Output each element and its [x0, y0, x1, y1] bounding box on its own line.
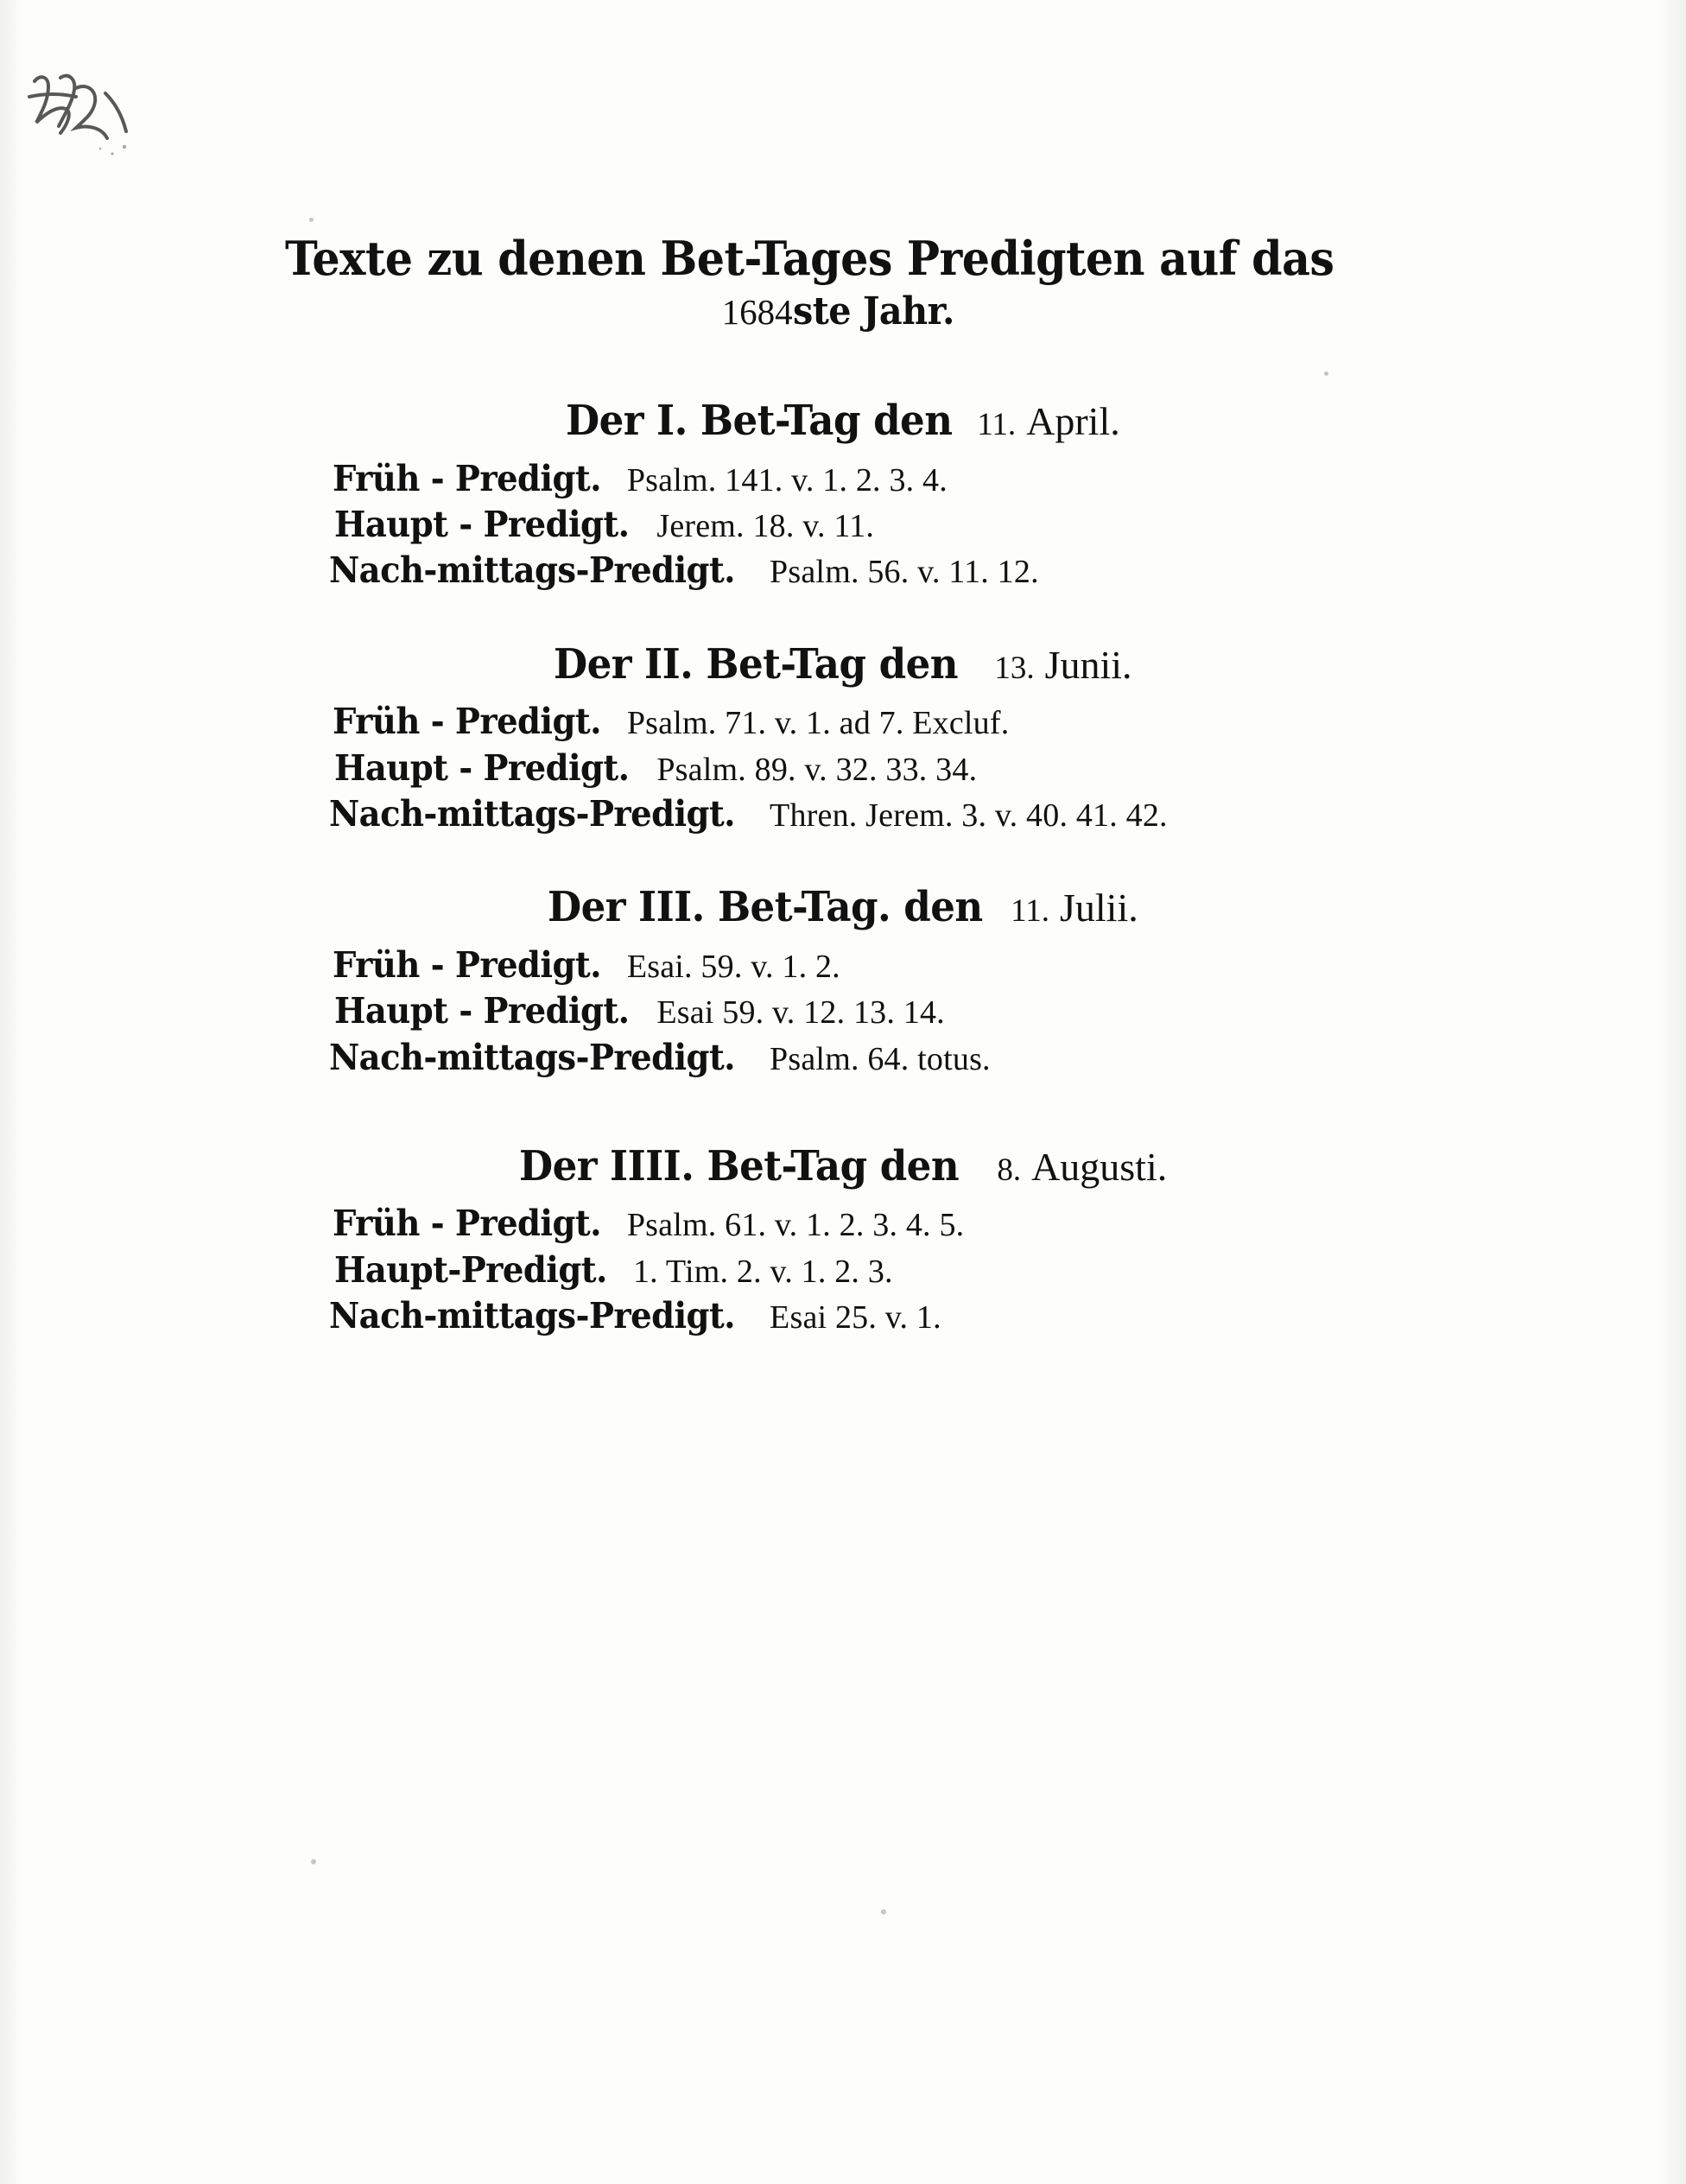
sermon-reference: Psalm. 64. totus. — [770, 1040, 991, 1077]
sermon-label: Haupt - Predigt. — [334, 746, 630, 789]
scan-speck — [311, 1859, 316, 1864]
list-item — [329, 791, 1539, 837]
section-heading — [147, 1141, 1539, 1190]
sermon-reference: Thren. Jerem. 3. v. 40. 41. 42. — [770, 797, 1168, 834]
section-heading-month: Augusti. — [1031, 1144, 1168, 1189]
section-heading-month: Julii. — [1059, 886, 1138, 930]
section-heading-prefix: Der II. Bet-Tag den — [554, 639, 959, 689]
sermon-list — [147, 943, 1539, 1081]
list-item — [333, 699, 1539, 745]
prayer-day-section — [147, 883, 1539, 1081]
section-heading-prefix: Der III. Bet-Tag. den — [548, 883, 983, 932]
list-item — [329, 1293, 1539, 1339]
sermon-label: Nach-mittags-Predigt. — [329, 1036, 736, 1078]
section-heading-day: 13. — [994, 650, 1035, 686]
sermon-reference: Psalm. 89. v. 32. 33. 34. — [656, 751, 978, 788]
section-heading-day: 8. — [997, 1152, 1022, 1188]
section-heading-month: Junii. — [1044, 642, 1132, 687]
sermon-list — [147, 456, 1539, 594]
sermon-reference: Psalm. 71. v. 1. ad 7. Excluf. — [626, 705, 1010, 742]
list-item — [329, 1035, 1539, 1081]
section-heading — [147, 883, 1539, 932]
title-block — [147, 231, 1539, 334]
page-subtitle-suffix: ste Jahr. — [792, 289, 954, 334]
list-item — [334, 502, 1539, 548]
sermon-list — [147, 1201, 1539, 1339]
scan-speck — [881, 1909, 886, 1914]
sermon-reference: Esai 59. v. 12. 13. 14. — [656, 994, 945, 1032]
list-item — [333, 456, 1539, 502]
page-title — [147, 231, 1539, 286]
sermon-label: Haupt-Predigt. — [334, 1248, 607, 1291]
sermon-label: Haupt - Predigt. — [334, 504, 630, 546]
sermon-label: Nach-mittags-Predigt. — [329, 793, 736, 835]
list-item — [333, 943, 1539, 988]
list-item — [329, 548, 1539, 594]
sermon-label: Haupt - Predigt. — [334, 990, 630, 1032]
prayer-day-section — [147, 399, 1539, 594]
list-item — [334, 1248, 1539, 1293]
sermon-reference: 1. Tim. 2. v. 1. 2. 3. — [632, 1253, 893, 1290]
sermon-label: Früh - Predigt. — [333, 943, 601, 986]
sermon-reference: Esai. 59. v. 1. 2. — [626, 948, 840, 985]
section-heading-prefix: Der I. Bet-Tag den — [566, 397, 953, 446]
page-title-text: Texte zu denen Bet-Tages Predigten auf das — [285, 231, 1334, 286]
prayer-day-section — [147, 1141, 1539, 1340]
section-heading-month: April. — [1026, 399, 1120, 444]
sermon-label: Früh - Predigt. — [333, 1203, 601, 1245]
sermon-label: Früh - Predigt. — [333, 701, 601, 743]
sermon-label: Früh - Predigt. — [333, 457, 601, 499]
sermon-reference: Psalm. 61. v. 1. 2. 3. 4. 5. — [626, 1207, 965, 1244]
section-heading-day: 11. — [1011, 893, 1049, 930]
list-item — [334, 988, 1539, 1034]
section-heading-prefix: Der IIII. Bet-Tag den — [518, 1141, 959, 1190]
sermon-reference: Esai 25. v. 1. — [770, 1299, 941, 1336]
sermon-list — [147, 699, 1539, 837]
sermon-reference: Psalm. 56. v. 11. 12. — [770, 554, 1039, 591]
prayer-day-section — [147, 639, 1539, 838]
sermon-label: Nach-mittags-Predigt. — [329, 549, 736, 592]
section-heading — [147, 397, 1539, 446]
sermon-reference: Jerem. 18. v. 11. — [656, 508, 875, 545]
sermon-label: Nach-mittags-Predigt. — [329, 1295, 736, 1337]
list-item — [334, 746, 1539, 791]
sermon-reference: Psalm. 141. v. 1. 2. 3. 4. — [626, 461, 948, 498]
list-item — [333, 1201, 1539, 1247]
page-subtitle-year: 1684 — [721, 292, 793, 333]
section-heading — [147, 639, 1539, 689]
section-heading-day: 11. — [977, 407, 1017, 443]
page-subtitle — [147, 289, 1539, 334]
